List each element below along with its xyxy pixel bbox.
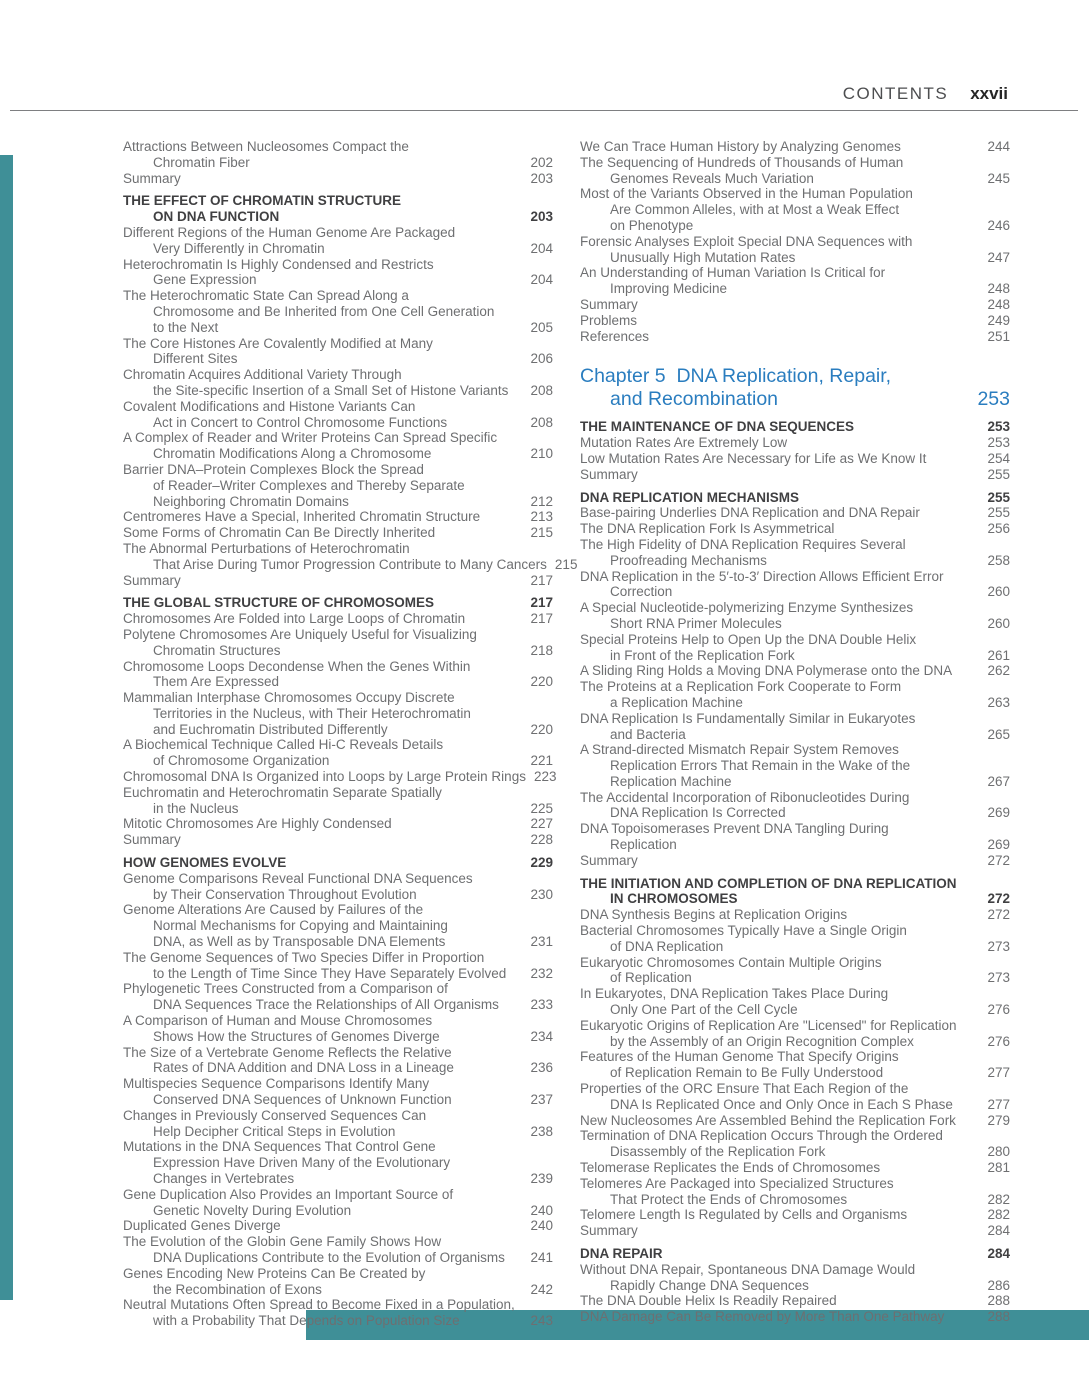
toc-left-column xyxy=(123,139,578,1329)
entry-text: Summary xyxy=(580,466,638,482)
entry-text: DNA Replication in the 5′-to-3′ Direction Allows Efficient Error Correction xyxy=(580,568,944,600)
entry-page-number: 273 xyxy=(987,970,1010,986)
entry-page-number: 256 xyxy=(987,521,1010,537)
page-number-roman: xxvii xyxy=(970,84,1008,103)
toc-entry xyxy=(580,234,1010,266)
entry-text: Problems xyxy=(580,312,638,328)
toc-entry xyxy=(123,367,553,399)
entry-text: The Sequencing of Hundreds of Thousands of Human Genomes Reveals Much Variation xyxy=(580,154,904,186)
entry-page-number: 273 xyxy=(987,938,1010,954)
entry-page-number: 260 xyxy=(987,584,1010,600)
entry-text: Polytene Chromosomes Are Uniquely Useful for Visualizing Chromatin Structures xyxy=(123,626,477,658)
toc-entry xyxy=(123,832,553,848)
toc-entry xyxy=(580,329,1010,345)
toc-entry xyxy=(580,955,1010,987)
entry-text: Covalent Modifications and Histone Variants Can Act in Concert to Control Chromosome Functions xyxy=(123,398,448,430)
entry-page-number: 265 xyxy=(987,726,1010,742)
entry-page-number: 272 xyxy=(987,907,1010,923)
toc-entry xyxy=(580,853,1010,869)
entry-page-number: 221 xyxy=(530,753,553,769)
toc-entry xyxy=(580,537,1010,569)
entry-page-number: 230 xyxy=(530,886,553,902)
entry-page-number: 277 xyxy=(987,1065,1010,1081)
entry-text: The Size of a Vertebrate Genome Reflects the Relative Rates of DNA Addition and DNA Loss in a Lineage xyxy=(123,1044,454,1076)
toc-entry xyxy=(580,1223,1010,1239)
entry-page-number: 245 xyxy=(987,170,1010,186)
entry-text: In Eukaryotes, DNA Replication Takes Place During Only One Part of the Cell Cycle xyxy=(580,986,889,1018)
entry-text: Genome Alterations Are Caused by Failures of the Normal Mechanisms for Copying and Maintaining DNA, as Well as by Transposable DNA Elements xyxy=(123,902,448,950)
entry-page-number: 227 xyxy=(530,816,553,832)
entry-page-number: 237 xyxy=(530,1092,553,1108)
entry-text: DNA Replication Is Fundamentally Similar in Eukaryotes and Bacteria xyxy=(580,710,916,742)
entry-text: Eukaryotic Chromosomes Contain Multiple Origins of Replication xyxy=(580,954,882,986)
entry-page-number: 254 xyxy=(987,450,1010,466)
toc-entry xyxy=(123,430,553,462)
entry-text: The Evolution of the Globin Gene Family Shows How DNA Duplications Contribute to the Evolution of Organisms xyxy=(123,1234,505,1265)
toc-entry xyxy=(123,627,553,659)
entry-text: Mutation Rates Are Extremely Low xyxy=(580,435,788,451)
toc-entry xyxy=(123,1266,553,1298)
entry-page-number: 215 xyxy=(554,556,578,572)
toc-entry xyxy=(580,679,1010,711)
entry-text: Chromosome Loops Decondense When the Genes Within Them Are Expressed xyxy=(123,658,471,690)
entry-text: DNA REPAIR xyxy=(580,1246,663,1261)
entry-page-number: 282 xyxy=(987,1207,1010,1223)
entry-page-number: 286 xyxy=(987,1277,1010,1293)
entry-text: A Comparison of Human and Mouse Chromosomes Shows How the Structures of Genomes Diverge xyxy=(123,1013,440,1044)
entry-page-number: 243 xyxy=(530,1313,553,1329)
entry-text: The Heterochromatic State Can Spread Along a Chromosome and Be Inherited from One Cell Generation to the Next xyxy=(123,288,495,335)
entry-page-number: 203 xyxy=(530,209,553,225)
entry-text: Properties of the ORC Ensure That Each Region of the DNA Is Replicated Once and Only Once in Each S Phase xyxy=(580,1081,953,1112)
toc-entry xyxy=(580,711,1010,743)
entry-page-number: 231 xyxy=(530,934,553,950)
toc-section-heading xyxy=(123,193,553,225)
toc-entry xyxy=(123,816,553,832)
entry-text: Genes Encoding New Proteins Can Be Created by the Recombination of Exons xyxy=(123,1265,426,1297)
entry-text: Chromatin Acquires Additional Variety Through the Site-specific Insertion of a Small Set of Histone Variants xyxy=(123,367,509,398)
toc-entry xyxy=(580,297,1010,313)
entry-page-number: 263 xyxy=(987,694,1010,710)
toc-entry xyxy=(580,600,1010,632)
entry-text: The Proteins at a Replication Fork Cooperate to Form a Replication Machine xyxy=(580,679,902,710)
toc-entry xyxy=(123,785,553,817)
toc-entry xyxy=(123,871,553,903)
toc-entry xyxy=(580,1160,1010,1176)
entry-text: Termination of DNA Replication Occurs Through the Ordered Disassembly of the Replication Fork xyxy=(580,1128,943,1160)
entry-text: Chapter 5 DNA Replication, Repair, and Recombination xyxy=(580,365,892,411)
toc-entry xyxy=(580,521,1010,537)
toc-entry xyxy=(580,986,1010,1018)
entry-text: Genome Comparisons Reveal Functional DNA Sequences by Their Conservation Throughout Evolution xyxy=(123,870,473,902)
entry-page-number: 217 xyxy=(530,572,553,588)
entry-page-number: 239 xyxy=(530,1171,553,1186)
toc-entry xyxy=(123,1045,553,1077)
entry-page-number: 272 xyxy=(987,852,1010,868)
entry-text: Attractions Between Nucleosomes Compact the Chromatin Fiber xyxy=(123,139,409,170)
entry-text: Phylogenetic Trees Constructed from a Comparison of DNA Sequences Trace the Relationships of All Organisms xyxy=(123,981,499,1013)
toc-entry xyxy=(580,907,1010,923)
entry-page-number: 258 xyxy=(987,552,1010,568)
entry-page-number: 288 xyxy=(987,1293,1010,1309)
entry-page-number: 253 xyxy=(987,435,1010,451)
toc-entry xyxy=(580,569,1010,601)
toc-entry xyxy=(580,742,1010,789)
toc-entry xyxy=(580,663,1010,679)
toc-entry xyxy=(123,171,553,187)
entry-text: Chromosomal DNA Is Organized into Loops by Large Protein Rings xyxy=(123,769,526,785)
entry-page-number: 208 xyxy=(530,414,553,430)
entry-text: Eukaryotic Origins of Replication Are "Licensed" for Replication by the Assembly of an Origin Recognition Complex xyxy=(580,1017,957,1049)
entry-text: Summary xyxy=(580,296,638,312)
toc-entry xyxy=(580,139,1010,155)
entry-text: Gene Duplication Also Provides an Important Source of Genetic Novelty During Evolution xyxy=(123,1186,454,1218)
entry-text: THE GLOBAL STRUCTURE OF CHROMOSOMES xyxy=(123,595,435,611)
entry-page-number: 210 xyxy=(530,446,553,462)
toc-entry xyxy=(580,265,1010,297)
contents-title: CONTENTS xyxy=(842,84,949,103)
entry-text: Summary xyxy=(580,1223,638,1239)
entry-page-number: 215 xyxy=(530,525,553,541)
header-rule xyxy=(10,110,1078,111)
entry-text: Special Proteins Help to Open Up the DNA Double Helix in Front of the Replication Fork xyxy=(580,631,917,663)
entry-page-number: 269 xyxy=(987,837,1010,853)
entry-text: Mammalian Interphase Chromosomes Occupy Discrete Territories in the Nucleus, with Their Heterochromatin and Euchromatin Distributed Differently xyxy=(123,690,471,737)
entry-page-number: 240 xyxy=(530,1218,553,1234)
entry-page-number: 272 xyxy=(987,891,1010,907)
entry-page-number: 249 xyxy=(987,312,1010,328)
entry-page-number: 234 xyxy=(530,1028,553,1044)
toc-entry xyxy=(123,1234,553,1266)
entry-page-number: 220 xyxy=(530,721,553,737)
toc-entry xyxy=(580,1207,1010,1223)
entry-page-number: 280 xyxy=(987,1144,1010,1160)
toc-entry xyxy=(580,1309,1010,1325)
entry-page-number: 229 xyxy=(530,855,553,871)
toc-entry xyxy=(580,1113,1010,1129)
toc-entry xyxy=(123,399,553,431)
toc-entry xyxy=(580,451,1010,467)
entry-text: New Nucleosomes Are Assembled Behind the Replication Fork xyxy=(580,1112,956,1128)
toc-entry xyxy=(580,186,1010,233)
toc-entry xyxy=(580,632,1010,664)
entry-text: Features of the Human Genome That Specify Origins of Replication Remain to Be Fully Understood xyxy=(580,1049,899,1081)
entry-text: Centromeres Have a Special, Inherited Chromatin Structure xyxy=(123,509,481,525)
toc-entry xyxy=(123,1139,553,1186)
entry-text: Most of the Variants Observed in the Human Population Are Common Alleles, with at Most a Weak Effect on Phenotype xyxy=(580,186,913,233)
entry-page-number: 206 xyxy=(530,351,553,367)
toc-entry xyxy=(580,467,1010,483)
entry-page-number: 267 xyxy=(987,773,1010,789)
entry-text: Forensic Analyses Exploit Special DNA Sequences with Unusually High Mutation Rates xyxy=(580,233,913,265)
entry-text: The DNA Double Helix Is Readily Repaired xyxy=(580,1293,837,1309)
entry-page-number: 282 xyxy=(987,1191,1010,1207)
entry-text: An Understanding of Human Variation Is Critical for Improving Medicine xyxy=(580,265,886,297)
entry-text: Different Regions of the Human Genome Are Packaged Very Differently in Chromatin xyxy=(123,224,456,256)
entry-text: A Sliding Ring Holds a Moving DNA Polymerase onto the DNA xyxy=(580,663,953,679)
toc-entry xyxy=(123,336,553,368)
entry-page-number: 246 xyxy=(987,217,1010,233)
toc-entry xyxy=(123,737,553,769)
entry-text: References xyxy=(580,328,650,344)
entry-text: Mutations in the DNA Sequences That Control Gene Expression Have Driven Many of the Evolutionary Changes in Vertebrates xyxy=(123,1139,451,1186)
toc-entry xyxy=(123,1187,553,1219)
entry-text: DNA Damage Can Be Removed by More Than One Pathway xyxy=(580,1309,945,1325)
toc-entry xyxy=(123,769,557,785)
entry-text: DNA Synthesis Begins at Replication Origins xyxy=(580,907,848,923)
entry-page-number: 277 xyxy=(987,1096,1010,1112)
entry-page-number: 236 xyxy=(530,1060,553,1076)
entry-page-number: 269 xyxy=(987,805,1010,821)
entry-page-number: 284 xyxy=(987,1223,1010,1239)
entry-page-number: 232 xyxy=(530,965,553,981)
toc-entry xyxy=(123,1297,553,1329)
entry-text: We Can Trace Human History by Analyzing Genomes xyxy=(580,139,901,154)
entry-page-number: 288 xyxy=(987,1309,1010,1325)
entry-text: Summary xyxy=(123,572,181,588)
entry-text: Multispecies Sequence Comparisons Identify Many Conserved DNA Sequences of Unknown Function xyxy=(123,1076,452,1108)
left-accent-bar xyxy=(0,155,13,1300)
entry-page-number: 255 xyxy=(987,489,1010,505)
entry-text: Barrier DNA–Protein Complexes Block the Spread of Reader–Writer Complexes and Thereby Separate Neighboring Chromatin Domains xyxy=(123,461,465,509)
entry-text: Some Forms of Chromatin Can Be Directly Inherited xyxy=(123,525,436,541)
toc-section-heading xyxy=(123,595,553,611)
entry-text: Summary xyxy=(123,170,181,186)
toc-entry xyxy=(580,1128,1010,1160)
entry-page-number: 284 xyxy=(987,1246,1010,1261)
entry-text: Base-pairing Underlies DNA Replication and DNA Repair xyxy=(580,505,920,521)
toc-entry xyxy=(123,139,553,171)
toc-entry xyxy=(580,923,1010,955)
entry-page-number: 281 xyxy=(987,1160,1010,1176)
toc-entry xyxy=(123,509,553,525)
toc-right-column xyxy=(580,139,1010,1329)
toc-chapter-heading xyxy=(580,365,1010,411)
entry-page-number: 212 xyxy=(530,493,553,509)
toc-entry xyxy=(580,1018,1010,1050)
entry-text: Low Mutation Rates Are Necessary for Life as We Know It xyxy=(580,450,927,466)
toc-entry xyxy=(123,950,553,982)
entry-text: Euchromatin and Heterochromatin Separate Spatially in the Nucleus xyxy=(123,784,442,816)
entry-text: A Special Nucleotide-polymerizing Enzyme Synthesizes Short RNA Primer Molecules xyxy=(580,600,914,631)
entry-page-number: 262 xyxy=(987,663,1010,679)
entry-text: DNA Topoisomerases Prevent DNA Tangling During Replication xyxy=(580,821,889,853)
entry-page-number: 203 xyxy=(530,170,553,186)
toc-section-heading xyxy=(580,876,1010,908)
entry-page-number: 251 xyxy=(987,328,1010,344)
entry-text: Without DNA Repair, Spontaneous DNA Damage Would Rapidly Change DNA Sequences xyxy=(580,1261,916,1293)
toc-entry xyxy=(580,1176,1010,1208)
entry-text: A Strand-directed Mismatch Repair System Removes Replication Errors That Remain in the Wake of the Replication Machine xyxy=(580,742,911,789)
entry-page-number: 248 xyxy=(987,281,1010,297)
entry-page-number: 241 xyxy=(530,1249,553,1265)
entry-text: Changes in Previously Conserved Sequences Can Help Decipher Critical Steps in Evolution xyxy=(123,1107,427,1139)
entry-page-number: 225 xyxy=(530,800,553,816)
entry-page-number: 255 xyxy=(987,505,1010,521)
entry-text: The Accidental Incorporation of Ribonucleotides During DNA Replication Is Corrected xyxy=(580,789,910,821)
toc-entry xyxy=(123,902,553,949)
page-header xyxy=(843,84,1008,104)
toc-entry xyxy=(580,505,1010,521)
entry-page-number: 223 xyxy=(533,769,557,785)
entry-text: Summary xyxy=(580,852,638,868)
entry-text: Summary xyxy=(123,832,181,848)
entry-text: Duplicated Genes Diverge xyxy=(123,1218,281,1234)
entry-page-number: 217 xyxy=(530,611,553,627)
entry-page-number: 238 xyxy=(530,1123,553,1139)
entry-text: Heterochromatin Is Highly Condensed and Restricts Gene Expression xyxy=(123,256,434,288)
entry-page-number: 244 xyxy=(987,139,1010,154)
toc-section-heading xyxy=(580,1246,1010,1262)
entry-text: Bacterial Chromosomes Typically Have a Single Origin of DNA Replication xyxy=(580,923,907,954)
entry-page-number: 220 xyxy=(530,674,553,690)
toc-entry xyxy=(580,1262,1010,1294)
toc-section-heading xyxy=(580,419,1010,435)
toc-entry xyxy=(123,225,553,257)
toc-section-heading xyxy=(580,490,1010,506)
toc-entry xyxy=(123,257,553,289)
toc-entry xyxy=(580,1081,1010,1113)
entry-page-number: 233 xyxy=(530,997,553,1013)
toc-entry xyxy=(123,288,553,335)
toc-entry xyxy=(580,435,1010,451)
entry-page-number: 260 xyxy=(987,615,1010,631)
entry-text: THE EFFECT OF CHROMATIN STRUCTURE ON DNA FUNCTION xyxy=(123,193,401,225)
entry-text: HOW GENOMES EVOLVE xyxy=(123,855,287,871)
entry-text: Neutral Mutations Often Spread to Become Fixed in a Population, with a Probability That Depends on Population Size xyxy=(123,1297,515,1329)
toc-columns xyxy=(123,139,1010,1329)
toc-entry xyxy=(123,573,553,589)
toc-entry xyxy=(123,690,553,737)
toc-entry xyxy=(123,1108,553,1140)
toc-entry xyxy=(580,313,1010,329)
entry-text: Chromosomes Are Folded into Large Loops of Chromatin xyxy=(123,611,466,627)
toc-entry xyxy=(123,540,578,573)
entry-text: Telomerase Replicates the Ends of Chromosomes xyxy=(580,1160,881,1176)
entry-page-number: 204 xyxy=(530,272,553,288)
toc-entry xyxy=(580,1293,1010,1309)
entry-page-number: 213 xyxy=(530,509,553,525)
toc-entry xyxy=(123,525,553,541)
entry-text: THE MAINTENANCE OF DNA SEQUENCES xyxy=(580,419,855,435)
entry-page-number: 279 xyxy=(987,1112,1010,1128)
entry-text: Mitotic Chromosomes Are Highly Condensed xyxy=(123,816,392,832)
entry-page-number: 261 xyxy=(987,647,1010,663)
toc-entry xyxy=(123,659,553,691)
entry-page-number: 205 xyxy=(530,319,553,335)
entry-text: DNA REPLICATION MECHANISMS xyxy=(580,489,799,505)
entry-page-number: 247 xyxy=(987,249,1010,265)
entry-text: Telomeres Are Packaged into Specialized Structures That Protect the Ends of Chromosomes xyxy=(580,1175,894,1207)
entry-page-number: 242 xyxy=(530,1281,553,1297)
entry-page-number: 218 xyxy=(530,642,553,658)
entry-page-number: 276 xyxy=(987,1033,1010,1049)
entry-text: A Biochemical Technique Called Hi-C Reveals Details of Chromosome Organization xyxy=(123,737,444,769)
entry-text: The High Fidelity of DNA Replication Requires Several Proofreading Mechanisms xyxy=(580,536,906,568)
entry-page-number: 202 xyxy=(530,154,553,170)
toc-entry xyxy=(123,1218,553,1234)
entry-page-number: 204 xyxy=(530,240,553,256)
toc-entry xyxy=(123,981,553,1013)
entry-page-number: 255 xyxy=(987,466,1010,482)
toc-entry xyxy=(580,790,1010,822)
toc-entry xyxy=(123,1013,553,1045)
toc-entry xyxy=(580,821,1010,853)
entry-page-number: 276 xyxy=(987,1002,1010,1018)
entry-text: The DNA Replication Fork Is Asymmetrical xyxy=(580,521,835,537)
entry-page-number: 253 xyxy=(987,419,1010,435)
toc-entry xyxy=(123,462,553,509)
entry-text: The Abnormal Perturbations of Heterochromatin That Arise During Tumor Progression Contribute to Many Cancers xyxy=(123,540,547,572)
entry-page-number: 240 xyxy=(530,1202,553,1218)
entry-page-number: 253 xyxy=(977,388,1010,411)
toc-entry xyxy=(580,155,1010,187)
entry-text: THE INITIATION AND COMPLETION OF DNA REPLICATION IN CHROMOSOMES xyxy=(580,875,957,907)
entry-text: Telomere Length Is Regulated by Cells and Organisms xyxy=(580,1207,908,1223)
toc-entry xyxy=(123,611,553,627)
entry-page-number: 208 xyxy=(530,382,553,398)
entry-page-number: 217 xyxy=(530,595,553,611)
toc-section-heading xyxy=(123,855,553,871)
entry-page-number: 248 xyxy=(987,296,1010,312)
toc-entry xyxy=(580,1049,1010,1081)
entry-page-number: 228 xyxy=(530,832,553,848)
entry-text: A Complex of Reader and Writer Proteins Can Spread Specific Chromatin Modifications Along a Chromosome xyxy=(123,430,498,462)
entry-text: The Core Histones Are Covalently Modified at Many Different Sites xyxy=(123,335,433,367)
entry-text: The Genome Sequences of Two Species Differ in Proportion to the Length of Time Since They Have Separately Evolved xyxy=(123,949,507,981)
toc-entry xyxy=(123,1076,553,1108)
